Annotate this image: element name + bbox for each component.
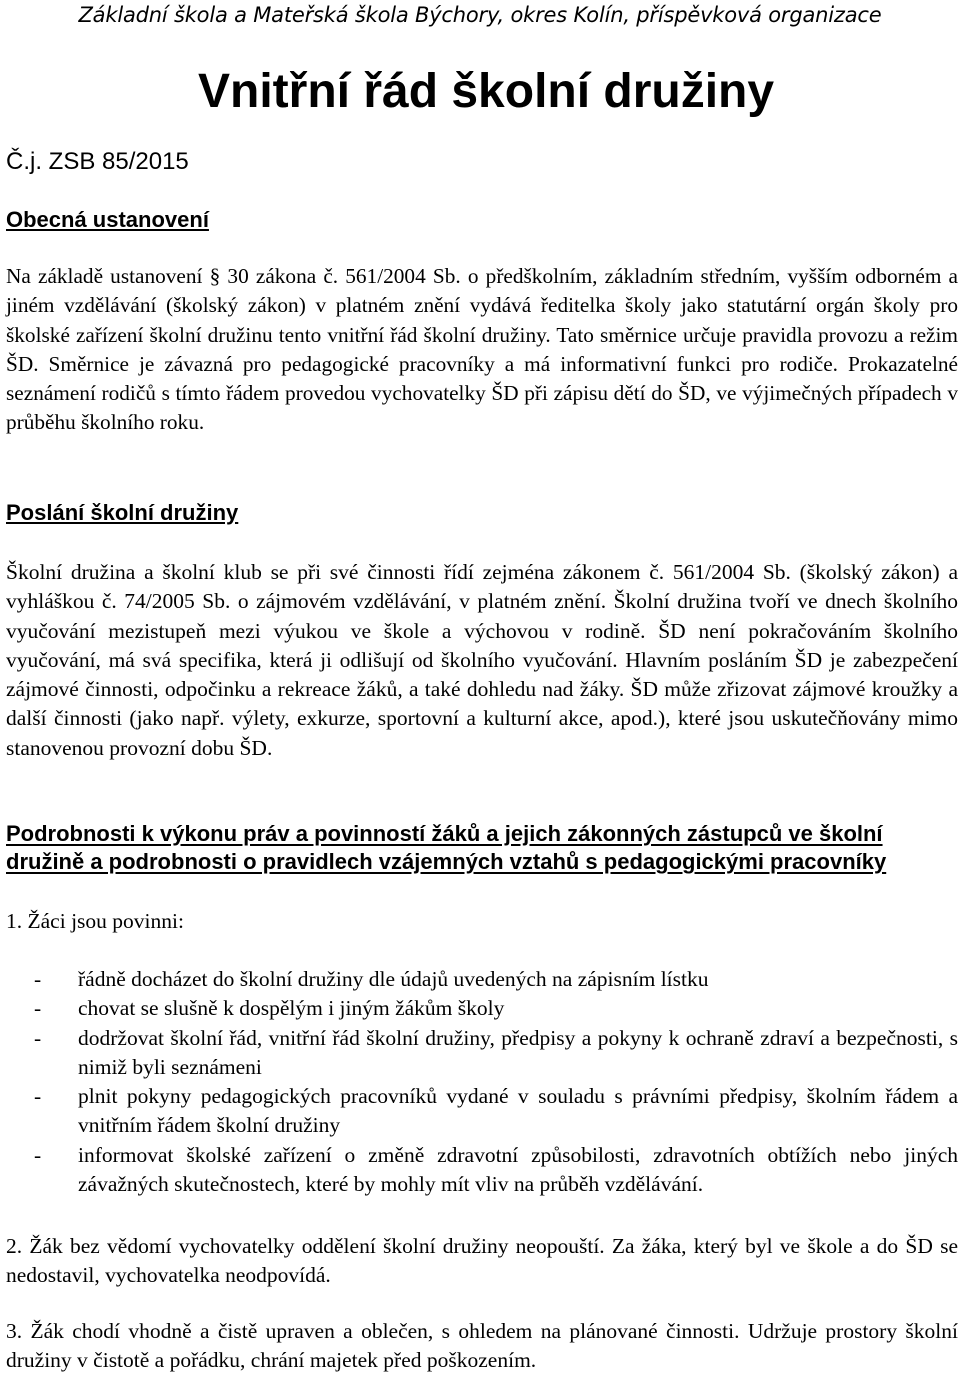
list-dash: - (34, 1025, 42, 1050)
document-title: Vnitřní řád školní družiny (198, 65, 775, 118)
point-3: 3. Žák chodí vhodně a čistě upraven a oblečen, s ohledem na plánované činnosti. Udržuje prostory školní družiny v čistotě a pořádku, chrání majetek před poškozením. (6, 1319, 958, 1373)
heading-general: Obecná ustanovení (6, 207, 209, 232)
duty-text: chovat se slušně k dospělým i jiným žákům školy (78, 996, 505, 1021)
heading-rights: Podrobnosti k výkonu práv a povinností žáků a jejich zákonných zástupců ve školní družině a podrobnosti o pravidlech vzájemných vztahů s pedagogickými pracovníky (6, 821, 887, 874)
list-dash: - (34, 996, 42, 1021)
school-header: Základní škola a Mateřská škola Býchory, okres Kolín, příspěvková organizace (78, 3, 882, 27)
list-item (6, 994, 958, 1023)
list-item (6, 1141, 958, 1200)
reference-number: Č.j. ZSB 85/2015 (6, 148, 189, 175)
paragraph-general: Na základě ustanovení § 30 zákona č. 561/2004 Sb. o předškolním, základním středním, vyšším odborném a jiném vzdělávání (školský zákon) v platném znění vydává ředitelka školy jako statutární orgán školy pro školské zařízení školní družinu tento vnitřní řád školní družiny. Tato směrnice určuje pravidla provozu a režim ŠD. Směrnice je závazná pro pedagogické pracovníky a má informativní funkci pro rodiče. Prokazatelné seznámení rodičů s tímto řádem provedou vychovatelky ŠD při zápisu dětí do ŠD, ve výjimečných případech v průběhu školního roku. (6, 264, 958, 435)
point-1: 1. Žáci jsou povinni: (6, 909, 184, 933)
duty-text: dodržovat školní řád, vnitřní řád školní družiny, předpisy a pokyny k ochraně zdraví a bezpečnosti, s nimiž byli seznámeni (78, 1025, 958, 1079)
list-item (6, 1082, 958, 1141)
list-item (6, 965, 958, 994)
list-dash: - (34, 967, 42, 991)
list-item (6, 1024, 958, 1083)
paragraph-mission: Školní družina a školní klub se při své činnosti řídí zejména zákonem č. 561/2004 Sb. (školský zákon) a vyhláškou č. 74/2005 Sb. o zájmovém vzdělávání, v platném znění. Školní družina tvoří ve dnech školního vyučování mezistupeň mezi výukou ve škole a výchovou v rodině. ŠD není pokračováním školního vyučování, má svá specifika, která ji odlišují od školního vyučování. Hlavním posláním ŠD je zabezpečení zájmové činnosti, odpočinku a rekreace žáků, a také dohledu nad žáky. ŠD může zřizovat zájmové kroužky a další činnosti (jako např. výlety, exkurze, sportovní a kulturní akce, apod.), které jsou uskutečňovány mimo stanovenou provozní dobu ŠD. (6, 560, 958, 760)
duties-list (6, 965, 958, 1199)
point-2: 2. Žák bez vědomí vychovatelky oddělení školní družiny neopouští. Za žáka, který byl ve škole a do ŠD se nedostavil, vychovatelka neodpovídá. (6, 1234, 958, 1288)
list-dash: - (34, 1142, 42, 1167)
duty-text: informovat školské zařízení o změně zdravotní způsobilosti, zdravotních obtížích nebo jiných závažných skutečnostech, které by mohly mít vliv na průběh vzdělávání. (78, 1142, 958, 1197)
duty-text: plnit pokyny pedagogických pracovníků vydané v souladu s právními předpisy, školním řádem a vnitřním řádem školní družiny (78, 1084, 958, 1138)
heading-mission: Poslání školní družiny (6, 500, 239, 525)
duty-text: řádně docházet do školní družiny dle údajů uvedených na zápisním lístku (78, 967, 709, 991)
list-dash: - (34, 1084, 42, 1109)
